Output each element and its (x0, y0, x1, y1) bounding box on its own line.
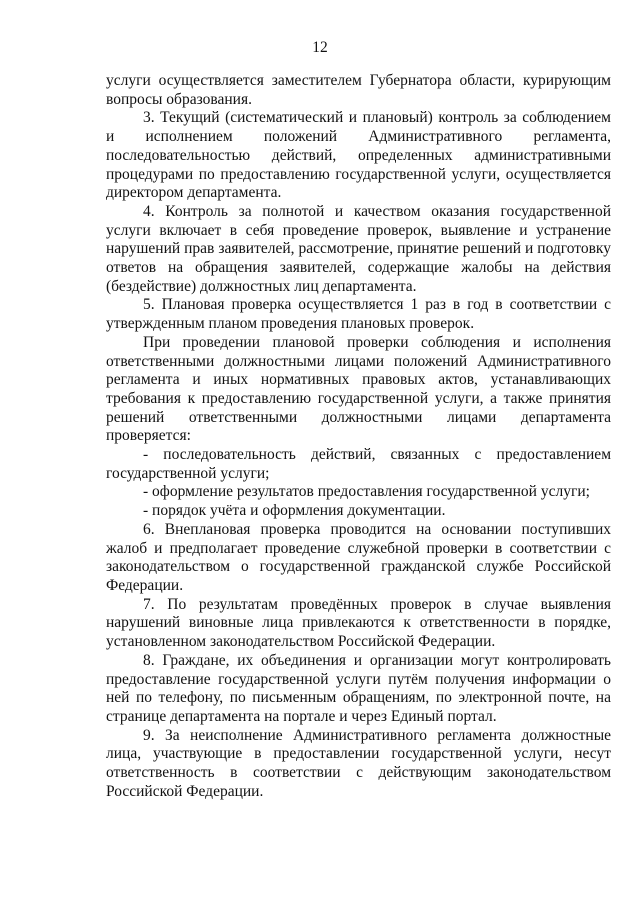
page-number: 12 (312, 39, 328, 56)
paragraph-5: 5. Плановая проверка осуществляется 1 раз в год в соответствии с утвержденным планом проведения плановых проверок. (106, 296, 611, 333)
paragraph-planned-check: При проведении плановой проверки соблюдения и исполнения ответственными должностными лицами положений Административного регламента и иных нормативных правовых актов, устанавливающих требования к предоставлению государственной услуги, а также принятия решений ответственными должностными лицами департамента проверяется: (106, 333, 611, 445)
paragraph-6: 6. Внеплановая проверка проводится на основании поступивших жалоб и предполагает проведение служебной проверки в соответствии с законодательством о государственной гражданской службе Российской Федерации. (106, 520, 611, 594)
list-item: - оформление результатов предоставления государственной услуги; (143, 483, 590, 501)
list-item: - порядок учёта и оформления документации. (143, 502, 446, 520)
list-item: - последовательность действий, связанных с предоставлением государственной услуги; (106, 446, 611, 482)
document-body (106, 72, 611, 801)
paragraph-9: 9. За неисполнение Административного регламента должностные лица, участвующие в предоставлении государственной услуги, несут ответственность в соответствии с действующим законодательством Российской Федерации. (106, 726, 611, 800)
paragraph-continuation: услуги осуществляется заместителем Губернатора области, курирующим вопросы образования. (106, 72, 611, 108)
paragraph-3: 3. Текущий (систематический и плановый) контроль за соблюдением и исполнением положений Административного регламента, последовательностью действий, определенных административными процедурами по предоставлению государственной услуги, осуществляется директором департамента. (106, 109, 611, 202)
paragraph-4: 4. Контроль за полнотой и качеством оказания государственной услуги включает в себя проведение проверок, выявление и устранение нарушений прав заявителей, рассмотрение, принятие решений и подготовку ответов на обращения заявителей, содержащие жалобы на действия (бездействие) должностных лиц департамента. (106, 202, 611, 295)
paragraph-8: 8. Граждане, их объединения и организации могут контролировать предоставление государственной услуги путём получения информации о ней по телефону, по письменным обращениям, по электронной почте, на странице департамента на портале и через Единый портал. (106, 651, 611, 725)
paragraph-7: 7. По результатам проведённых проверок в случае выявления нарушений виновные лица привлекаются к ответственности в порядке, установленном законодательством Российской Федерации. (106, 595, 611, 651)
